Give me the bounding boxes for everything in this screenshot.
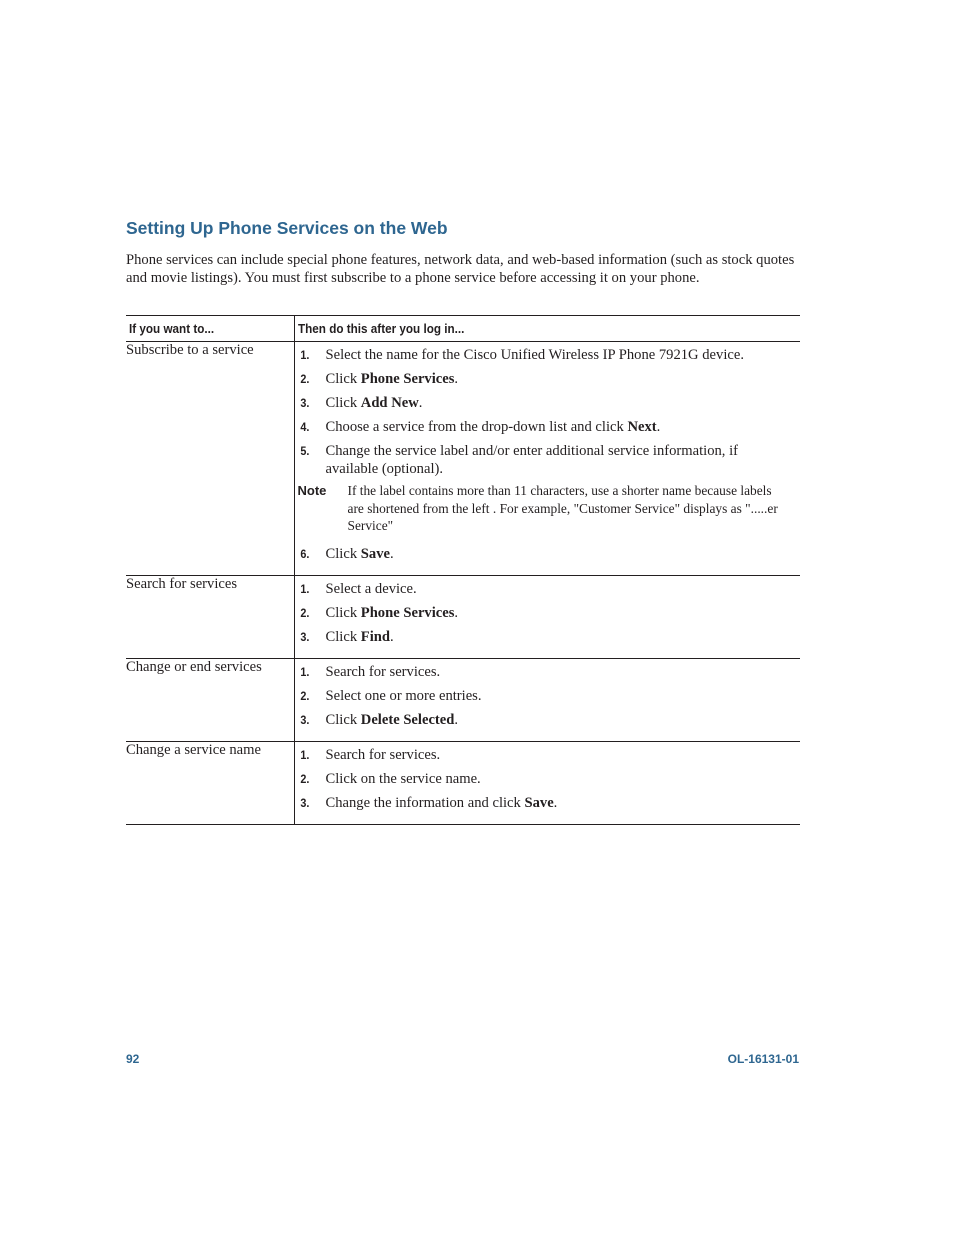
step-text-plain: Search for services. bbox=[325, 746, 441, 763]
step-number: 6. bbox=[299, 546, 309, 561]
step-text-suffix: . bbox=[418, 395, 423, 411]
steps-cell bbox=[294, 658, 800, 741]
step-item bbox=[295, 746, 801, 764]
services-table bbox=[126, 315, 800, 825]
step-number: 2. bbox=[299, 605, 309, 620]
step-text bbox=[326, 628, 801, 646]
steps-cell bbox=[294, 342, 800, 576]
step-text bbox=[326, 442, 801, 478]
step-text-plain: Click bbox=[325, 604, 361, 621]
step-number: 3. bbox=[299, 795, 309, 810]
step-number: 1. bbox=[299, 664, 309, 679]
step-text bbox=[326, 746, 801, 764]
step-item bbox=[295, 604, 801, 622]
step-text-plain: Change the information and click bbox=[325, 794, 525, 811]
step-ui-term: Save bbox=[524, 794, 554, 811]
step-text-suffix: . bbox=[389, 545, 394, 562]
step-item bbox=[295, 442, 801, 478]
step-number: 2. bbox=[299, 688, 309, 703]
step-text-suffix: . bbox=[454, 711, 459, 728]
step-text bbox=[326, 346, 801, 364]
task-cell: Search for services bbox=[126, 575, 294, 658]
step-text bbox=[326, 770, 801, 788]
step-number: 2. bbox=[299, 372, 309, 386]
step-text-plain: Click bbox=[325, 711, 361, 728]
step-text bbox=[326, 545, 801, 563]
step-number: 3. bbox=[299, 712, 309, 727]
step-ui-term: Find bbox=[360, 628, 390, 645]
step-text bbox=[326, 604, 801, 622]
step-number: 1. bbox=[299, 747, 309, 762]
table-header-row bbox=[126, 316, 800, 342]
document-id: OL-16131-01 bbox=[727, 1052, 799, 1066]
step-text bbox=[326, 794, 801, 812]
step-text bbox=[326, 711, 801, 729]
note-text: If the label contains more than 11 characters, use a shorter name because labels are shortened from the left . For example, "Customer Service" displays as ".....er Service" bbox=[347, 483, 778, 533]
step-text-plain: Click on the service name. bbox=[325, 770, 481, 787]
step-text-suffix: . bbox=[454, 371, 459, 387]
task-cell: Subscribe to a service bbox=[126, 342, 294, 576]
note-block bbox=[295, 482, 801, 535]
step-item bbox=[295, 711, 801, 729]
header-task: If you want to... bbox=[126, 316, 294, 342]
step-number: 3. bbox=[299, 396, 309, 410]
step-ui-term: Phone Services bbox=[360, 604, 455, 621]
note-label: Note bbox=[297, 483, 327, 498]
step-text-plain: Select one or more entries. bbox=[325, 687, 482, 704]
step-item bbox=[295, 794, 801, 812]
header-steps: Then do this after you log in... bbox=[294, 316, 800, 342]
step-number: 4. bbox=[299, 420, 309, 434]
step-item bbox=[295, 628, 801, 646]
step-text-plain: Choose a service from the drop-down list and click bbox=[325, 419, 628, 435]
step-item bbox=[295, 580, 801, 598]
step-item bbox=[295, 394, 801, 412]
step-number: 1. bbox=[299, 581, 309, 596]
step-ui-term: Next bbox=[627, 419, 657, 435]
step-text-plain: Click bbox=[325, 628, 361, 645]
step-text-plain: Search for services. bbox=[325, 663, 441, 680]
step-item bbox=[295, 687, 801, 705]
task-cell: Change a service name bbox=[126, 741, 294, 824]
steps-cell bbox=[294, 741, 800, 824]
step-text-suffix: . bbox=[454, 604, 459, 621]
step-text-plain: Click bbox=[325, 395, 361, 411]
step-text bbox=[326, 418, 801, 436]
step-item bbox=[295, 370, 801, 388]
step-item bbox=[295, 346, 801, 364]
step-text bbox=[326, 580, 801, 598]
step-text bbox=[326, 394, 801, 412]
step-item bbox=[295, 418, 801, 436]
step-ui-term: Phone Services bbox=[360, 371, 455, 387]
task-cell: Change or end services bbox=[126, 658, 294, 741]
step-item bbox=[295, 770, 801, 788]
step-text bbox=[326, 370, 801, 388]
step-text-plain: Click bbox=[325, 371, 361, 387]
table-row bbox=[126, 575, 800, 658]
step-text-plain: Select a device. bbox=[325, 580, 417, 597]
table-row bbox=[126, 342, 800, 576]
step-number: 1. bbox=[299, 348, 309, 362]
step-text-plain: Select the name for the Cisco Unified Wireless IP Phone 7921G device. bbox=[325, 347, 744, 363]
page-number: 92 bbox=[126, 1052, 140, 1066]
step-number: 3. bbox=[299, 629, 309, 644]
table-row bbox=[126, 741, 800, 824]
step-item bbox=[295, 663, 801, 681]
steps-cell bbox=[294, 575, 800, 658]
section-heading: Setting Up Phone Services on the Web bbox=[126, 218, 448, 238]
step-text-plain: Click bbox=[325, 545, 361, 562]
step-text-suffix: . bbox=[389, 628, 394, 645]
step-text-suffix: . bbox=[656, 419, 661, 435]
step-ui-term: Save bbox=[360, 545, 390, 562]
step-item bbox=[295, 545, 801, 563]
step-number: 2. bbox=[299, 771, 309, 786]
table-row bbox=[126, 658, 800, 741]
step-number: 5. bbox=[299, 444, 309, 458]
step-ui-term: Delete Selected bbox=[360, 711, 455, 728]
step-text-plain: Change the service label and/or enter additional service information, if available (optional). bbox=[325, 443, 739, 477]
step-text bbox=[326, 663, 801, 681]
intro-paragraph: Phone services can include special phone features, network data, and web-based information (such as stock quotes and movie listings). You must first subscribe to a phone service before accessing it on your phone. bbox=[126, 252, 795, 286]
step-text-suffix: . bbox=[553, 794, 558, 811]
step-ui-term: Add New bbox=[360, 395, 419, 411]
step-text bbox=[326, 687, 801, 705]
